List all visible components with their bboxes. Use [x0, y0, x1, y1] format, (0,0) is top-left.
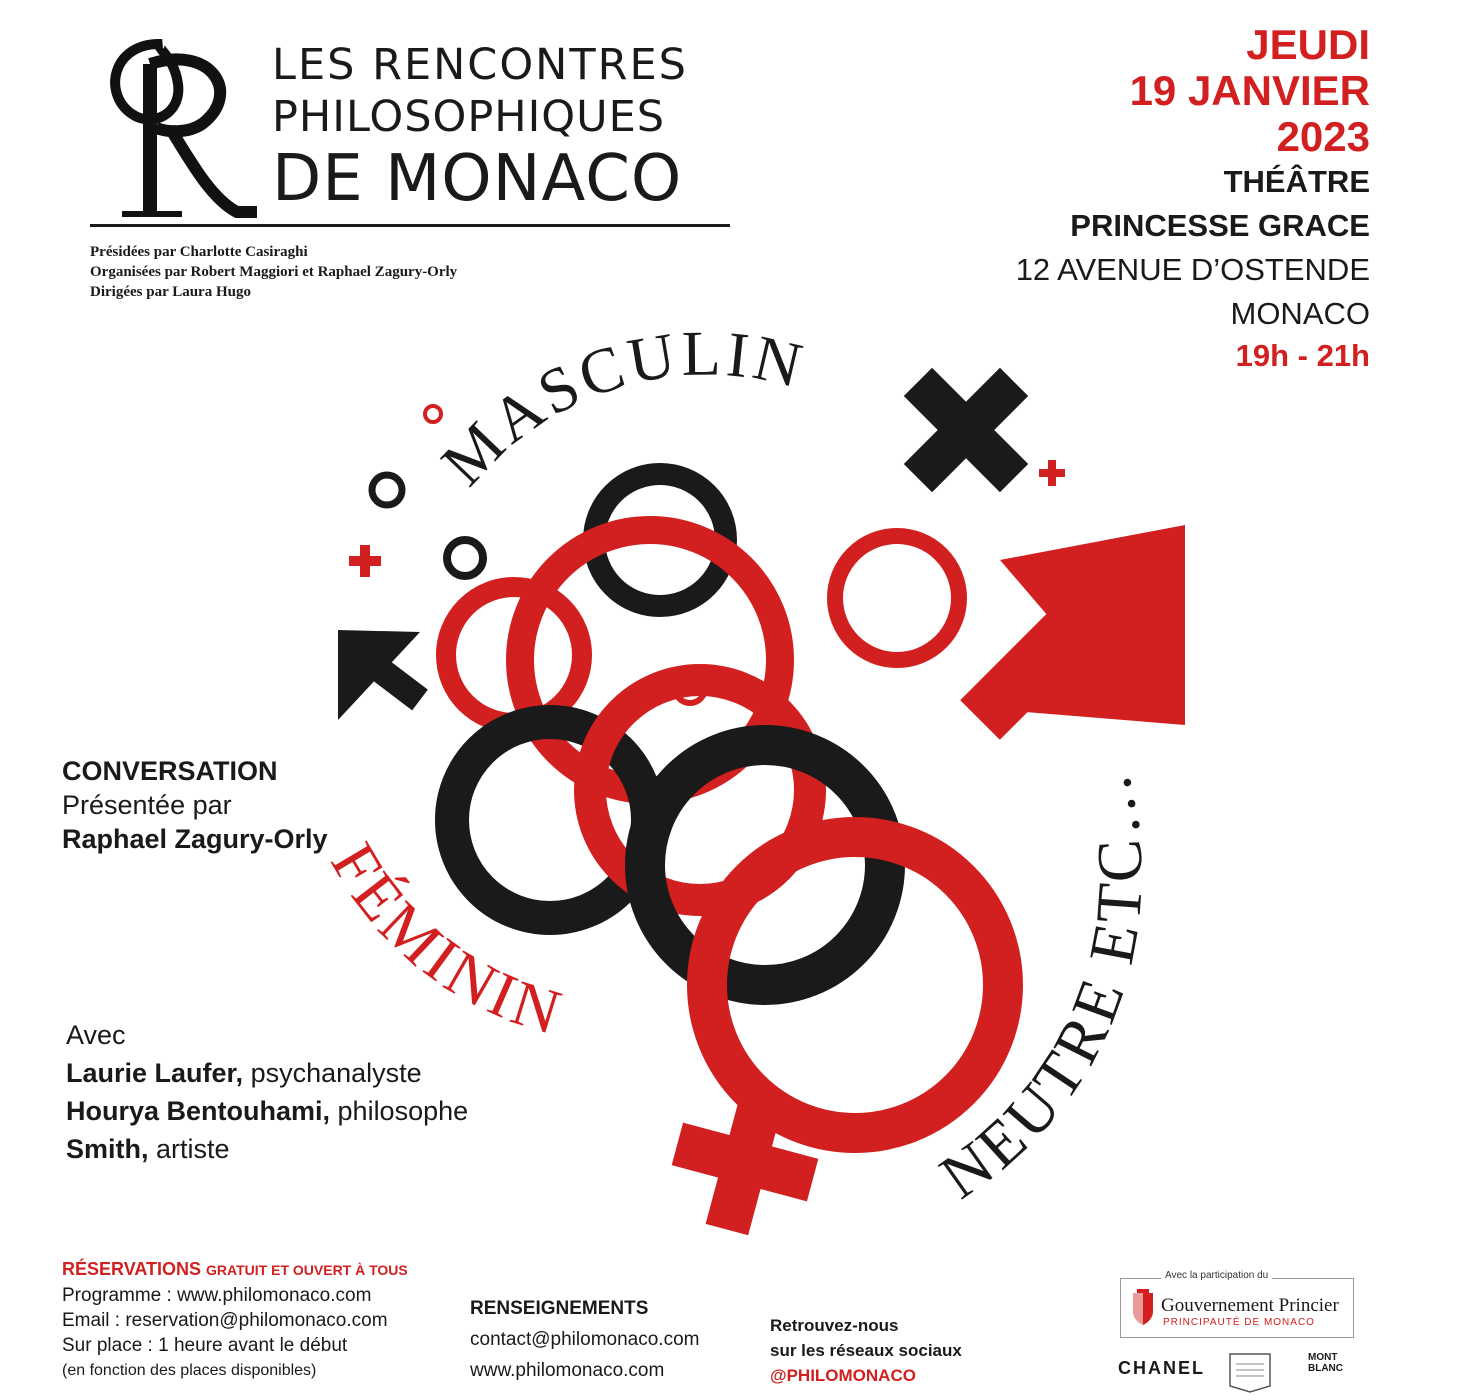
gov-subtitle: PRINCIPAUTÉ DE MONACO — [1163, 1317, 1315, 1328]
small-circle-icon — [447, 540, 483, 576]
info-block — [470, 1293, 699, 1386]
reservation-email-link[interactable]: Email : reservation@philomonaco.com — [62, 1310, 388, 1331]
small-circle-icon — [372, 475, 402, 505]
event-year: 2023 — [1276, 113, 1370, 160]
guest-line — [66, 1130, 468, 1168]
guest-role: philosophe — [330, 1096, 469, 1126]
contact-email-link[interactable]: contact@philomonaco.com — [470, 1329, 700, 1350]
venue-line-1: THÉÂTRE — [1223, 164, 1370, 199]
title-line-2: PHILOSOPHIQUES — [272, 92, 666, 142]
guests-block — [66, 1016, 468, 1168]
reservations-heading: RÉSERVATIONS GRATUIT ET OUVERT À TOUS — [62, 1259, 408, 1279]
conversation-block — [62, 754, 328, 856]
chanel-logo: CHANEL — [1118, 1358, 1205, 1378]
guest-line — [66, 1054, 468, 1092]
title-line-3: DE MONACO — [272, 142, 683, 216]
reservation-availability-note: (en fonction des places disponibles) — [62, 1362, 317, 1379]
word-masculin: MASCULIN — [427, 320, 813, 499]
reservation-onsite: Sur place : 1 heure avant le début — [62, 1335, 348, 1356]
credit-line: Présidées par Charlotte Casiraghi — [90, 244, 308, 260]
guest-line — [66, 1092, 468, 1130]
small-cross-icon — [349, 545, 381, 577]
guest-name: Laurie Laufer, — [66, 1058, 244, 1088]
guest-role: artiste — [148, 1134, 230, 1164]
montblanc-line-2: BLANC — [1308, 1363, 1343, 1374]
title-divider — [90, 224, 730, 227]
rencontres-logo-icon — [92, 24, 262, 224]
guest-name: Smith, — [66, 1134, 149, 1164]
event-date: 19 JANVIER — [1129, 67, 1370, 114]
social-handle-link[interactable]: @PHILOMONACO — [770, 1366, 916, 1385]
theatre-seal-logo — [1224, 1350, 1276, 1394]
event-day: JEUDI — [1246, 21, 1370, 68]
credits-block — [90, 242, 457, 302]
guest-name: Hourya Bentouhami, — [66, 1096, 331, 1126]
word-neutre: NEUTRE ETC… — [927, 764, 1157, 1213]
monaco-crest-icon — [1129, 1289, 1157, 1327]
website-link[interactable]: www.philomonaco.com — [470, 1360, 665, 1381]
title-line-1: LES RENCONTRES — [272, 40, 688, 90]
gov-name: Gouvernement Princier — [1161, 1295, 1339, 1316]
montblanc-line-1: MONT — [1308, 1352, 1338, 1363]
conversation-heading: CONVERSATION — [62, 756, 278, 786]
venue-address: 12 AVENUE D’OSTENDE — [1015, 252, 1370, 287]
small-cross-icon — [1039, 460, 1065, 486]
reservations-note: GRATUIT ET OUVERT À TOUS — [206, 1262, 408, 1278]
black-cross-icon — [870, 334, 1062, 526]
guests-intro: Avec — [66, 1020, 126, 1050]
montblanc-logo — [1308, 1352, 1343, 1374]
social-line-1: Retrouvez-nous — [770, 1316, 899, 1335]
small-circle-icon — [425, 406, 441, 422]
venue-line-2: PRINCESSE GRACE — [1070, 208, 1370, 243]
credit-line: Organisées par Robert Maggiori et Raphael Zagury-Orly — [90, 264, 458, 280]
reservation-program-link[interactable]: Programme : www.philomonaco.com — [62, 1285, 372, 1306]
government-sponsor-logo — [1120, 1270, 1354, 1338]
presenter-name: Raphael Zagury-Orly — [62, 824, 328, 854]
credit-line: Dirigées par Laura Hugo — [90, 284, 251, 300]
event-time: 19h - 21h — [1235, 338, 1370, 373]
guest-role: psychanalyste — [243, 1058, 422, 1088]
social-block — [770, 1313, 962, 1388]
presented-label: Présentée par — [62, 790, 232, 820]
social-line-2: sur les réseaux sociaux — [770, 1341, 962, 1360]
info-heading: RENSEIGNEMENTS — [470, 1298, 649, 1319]
word-feminin: FÉMININ — [317, 831, 573, 1050]
sponsor-caption: Avec la participation du — [1161, 1270, 1272, 1281]
reservations-block — [62, 1257, 408, 1383]
red-circle-icon — [835, 536, 959, 660]
venue-city: MONACO — [1230, 296, 1370, 331]
